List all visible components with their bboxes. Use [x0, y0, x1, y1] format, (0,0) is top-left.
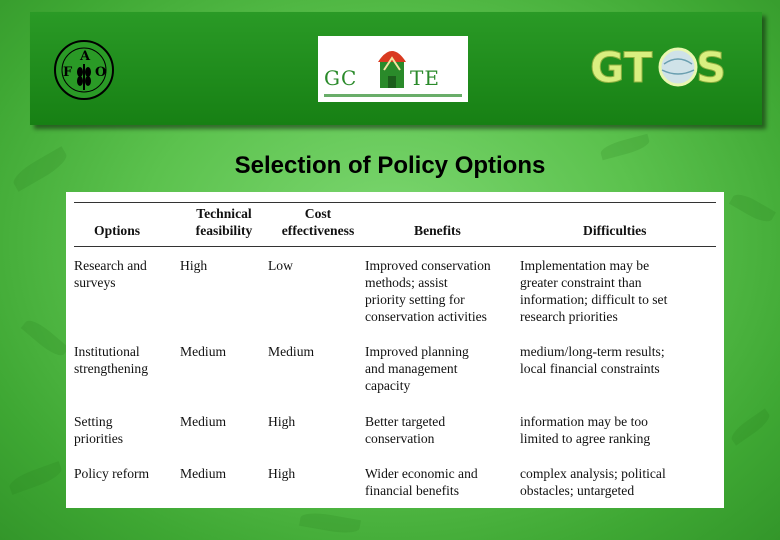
header-options: Options: [94, 223, 141, 238]
header-difficulties: Difficulties: [583, 223, 647, 238]
table-row-difficulties: information may be too limited to agree ranking: [520, 414, 651, 446]
background-leaf: [728, 408, 773, 445]
table-row-technical: Medium: [180, 344, 227, 359]
table-row-benefits: Wider economic and financial benefits: [365, 466, 478, 498]
svg-text:F: F: [63, 65, 73, 80]
gtos-logo: [588, 42, 738, 92]
gcte-right-text: TE: [410, 66, 440, 90]
header-technical-feasibility: Technical feasibility: [195, 206, 253, 238]
table-row-technical: High: [180, 258, 208, 273]
gcte-left-text: GC: [324, 66, 358, 90]
table-row-cost: High: [268, 414, 296, 429]
table-row-difficulties: Implementation may be greater constraint than information; difficult to set research priorities: [520, 258, 668, 324]
svg-text:GT: GT: [590, 43, 653, 92]
background-leaf: [7, 461, 64, 495]
svg-text:O: O: [95, 65, 107, 80]
header-benefits: Benefits: [414, 223, 461, 238]
table-header-rule: [74, 246, 716, 247]
gcte-tagline-rule: [324, 94, 462, 97]
header-cost-effectiveness: Cost effectiveness: [281, 206, 355, 238]
table-row-technical: Medium: [180, 466, 227, 481]
table-row-cost: High: [268, 466, 296, 481]
table-row-option: Institutional strengthening: [74, 344, 148, 376]
table-row-cost: Low: [268, 258, 293, 273]
table-row-option: Policy reform: [74, 466, 150, 481]
background-leaf: [21, 316, 70, 360]
table-row-difficulties: complex analysis; political obstacles; untargeted: [520, 466, 666, 498]
page-title: Selection of Policy Options: [234, 152, 546, 179]
header-banner: [30, 12, 762, 125]
table-row-difficulties: medium/long-term results; local financial constraints: [520, 344, 665, 376]
gcte-logo: [318, 36, 468, 102]
svg-text:A: A: [80, 49, 91, 64]
table-row-cost: Medium: [268, 344, 315, 359]
table-row-option: Setting priorities: [74, 414, 124, 446]
table-row-option: Research and surveys: [74, 258, 147, 290]
table-row-benefits: Improved conservation methods; assist priority setting for conservation activities: [365, 258, 491, 324]
table-row-benefits: Better targeted conservation: [365, 414, 446, 446]
policy-options-table: [66, 192, 724, 508]
table-row-technical: Medium: [180, 414, 227, 429]
gcte-emblem-icon: [374, 40, 410, 92]
table-row-benefits: Improved planning and management capacity: [365, 344, 469, 393]
fao-logo: [52, 38, 116, 102]
background-leaf: [299, 510, 361, 536]
svg-text:S: S: [696, 43, 727, 92]
background-leaf: [729, 190, 776, 226]
table-top-rule: [74, 202, 716, 203]
